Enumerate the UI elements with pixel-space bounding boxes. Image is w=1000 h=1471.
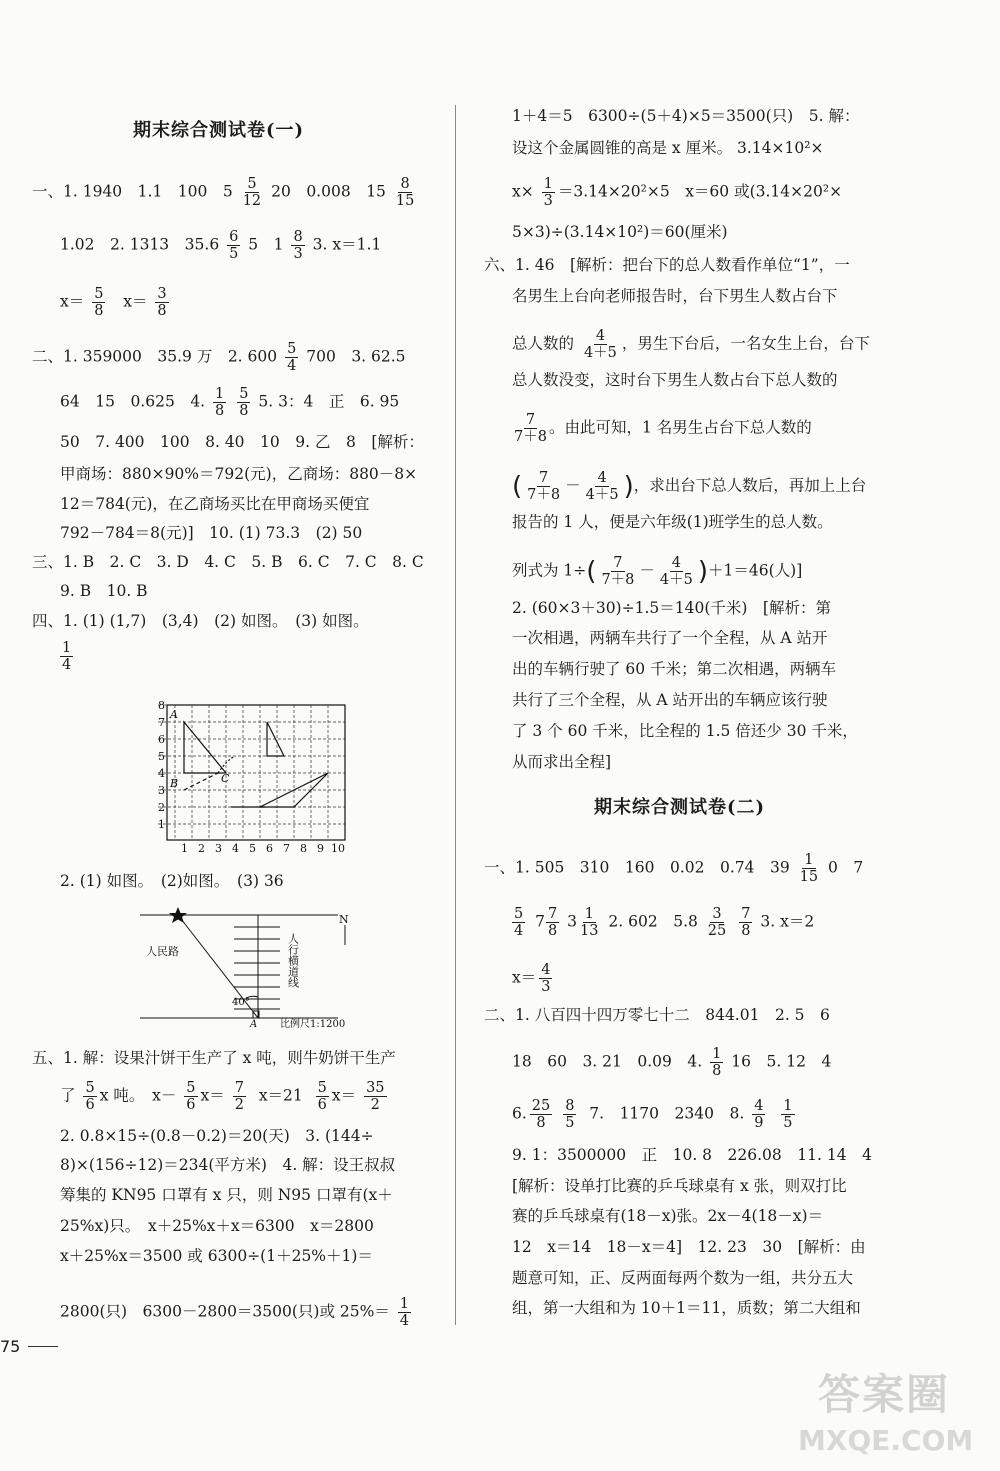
- text-line: 六、1. 46 [解析：把台下的总人数看作单位“1”，一: [484, 256, 850, 274]
- text-line: 12 x＝14 18－x＝4] 12. 23 30 [解析：由: [512, 1238, 866, 1256]
- fraction: $\frac{3}{25}$: [707, 906, 727, 939]
- text-line: $\frac{5}{4}$ 7 $\frac{7}{8}$ 3 $\frac{1}{13}$ 2. 602 5.8 $\frac{3}{25}$ $\frac{7}{8}$ 3. x＝2: [514, 906, 815, 939]
- page-number: 75: [0, 1337, 21, 1356]
- text-line: 2800(只) 6300－2800＝3500(只)或 25%＝ $\frac{1}{4}$: [60, 1296, 410, 1329]
- svg-text:6: 6: [266, 842, 273, 855]
- svg-text:10: 10: [331, 842, 345, 855]
- fraction: $\frac{5}{12}$: [242, 176, 262, 209]
- text-line: 报告的 1 人，便是六年级(1)班学生的总人数。: [512, 513, 833, 531]
- section-title-1: 期末综合测试卷(一): [133, 120, 305, 141]
- x-axis-labels: [181, 842, 345, 855]
- fraction: $\frac{5}{4}$: [514, 906, 524, 939]
- text-line: 组，第一大组和为 10＋1＝11，质数；第二大组和: [512, 1299, 861, 1317]
- text-line: 12＝784(元)，在乙商场买比在甲商场买便宜: [60, 495, 370, 513]
- text-line: 四、1. (1) (1,7) (3,4) (2) 如图。 (3) 如图。: [32, 612, 369, 630]
- fraction: $\frac{1}{8}$: [215, 386, 225, 419]
- point-B-label: B: [170, 777, 179, 790]
- text-line: 2. (60×3＋30)÷1.5＝140(千米) [解析：第: [512, 599, 831, 617]
- text-line: x＋25%x＝3500 或 6300÷(1＋25%＋1)＝: [60, 1247, 373, 1265]
- text-line: 5×3)÷(3.14×10²)＝60(厘米): [512, 223, 728, 241]
- column-divider: [455, 105, 456, 1325]
- text-line: 五、1. 解：设果汁饼干生产了 x 吨，则牛奶饼干生产: [32, 1049, 396, 1067]
- text-line: 二、1. 359000 35.9 万 2. 600 $\frac{5}{4}$ 700 3. 62.5: [32, 341, 406, 374]
- text-line: 筹集的 KN95 口罩有 x 只，则 N95 口罩有(x＋: [60, 1186, 393, 1204]
- svg-text:1: 1: [181, 842, 188, 855]
- text-line: 赛的乒乓球桌有(18－x)张。2x－4(18－x)＝: [512, 1207, 824, 1225]
- svg-text:2: 2: [198, 842, 205, 855]
- text-line: 出的车辆行驶了 60 千米；第二次相遇，两辆车: [512, 660, 837, 678]
- text-line: 9. 1：3500000 正 10. 8 226.08 11. 14 4: [512, 1146, 872, 1164]
- text-line: 8)×(156÷12)＝234(平方米) 4. 解：设王叔叔: [60, 1156, 396, 1174]
- fraction: $\frac{7}{7+8}$: [527, 470, 561, 503]
- text-line: 设这个金属圆锥的高是 x 厘米。 3.14×10²×: [512, 139, 824, 157]
- text-line: 一、1. 1940 1.1 100 5 $\frac{5}{12}$ 20 0.008 15 $\frac{8}{15}$: [32, 176, 415, 209]
- coordinate-grid-figure: [155, 700, 355, 855]
- fraction: $\frac{5}{6}$: [317, 1080, 327, 1113]
- text-line: ( $\frac{7}{7+8}$ － $\frac{4}{4+5}$ )，求出台下总人数后，再加上上台: [512, 470, 867, 503]
- text-line: x＝ $\frac{4}{3}$: [512, 962, 551, 995]
- north-label: N: [339, 913, 349, 926]
- text-line: 18 60 3. 21 0.09 4. $\frac{1}{8}$ 16 5. 12 4: [512, 1046, 832, 1079]
- text-line: 题意可知，正、反两面每两个数为一组，共分五大: [512, 1269, 854, 1287]
- fraction: $\frac{7}{8}$: [547, 906, 558, 939]
- fraction: $\frac{1}{4}$: [399, 1296, 410, 1329]
- fraction: $\frac{5}{6}$: [186, 1080, 196, 1113]
- scale-label: 比例尺1:1200: [280, 1019, 346, 1028]
- fraction: $\frac{5}{8}$: [239, 386, 249, 419]
- text-line: 名男生上台向老师报告时，台下男生人数占台下: [512, 287, 838, 305]
- fraction: $\frac{4}{4+5}$: [583, 328, 617, 361]
- text-line: [60, 640, 73, 673]
- fraction: $\frac{8}{15}$: [395, 176, 415, 209]
- text-line: x× $\frac{1}{3}$ ＝3.14×20²×5 x＝60 或(3.14×20²×: [512, 176, 843, 209]
- watermark-logo: 答案圈 MXQE.COM: [798, 1370, 974, 1457]
- figure-shapes: [184, 722, 328, 807]
- fraction: $\frac{1}{8}$: [712, 1046, 722, 1079]
- fraction: $\frac{4}{9}$: [754, 1098, 764, 1131]
- fraction: $\frac{8}{3}$: [293, 229, 303, 262]
- point-A-label: A: [170, 708, 178, 721]
- svg-text:5: 5: [158, 750, 165, 763]
- text-line: 三、1. B 2. C 3. D 4. C 5. B 6. C 7. C 8. C: [32, 553, 424, 571]
- text-line: $\frac{7}{7+8}$ 。由此可知，1 名男生占台下总人数的: [514, 412, 812, 445]
- page-number-dash: [28, 1346, 58, 1347]
- text-line: 50 7. 400 100 8. 40 10 9. 乙 8 [解析：: [60, 433, 424, 451]
- text-line: [解析：设单打比赛的乒乓球桌有 x 张，则双打比: [512, 1177, 847, 1195]
- svg-text:8: 8: [158, 700, 165, 712]
- fraction: $\frac{7}{7+8}$: [601, 555, 635, 588]
- text-line: 1＋4＝5 6300÷(5＋4)×5＝3500(只) 5. 解：: [512, 107, 860, 125]
- text-line: 792－784＝8(元)] 10. (1) 73.3 (2) 50: [60, 524, 363, 542]
- text-line: 从而求出全程]: [512, 753, 612, 771]
- fraction: $\frac{3}{8}$: [157, 286, 167, 319]
- point-C-label: C: [221, 772, 230, 785]
- text-line: x＝ $\frac{5}{8}$ x＝ $\frac{3}{8}$: [60, 286, 167, 319]
- angle-label: 40°: [232, 997, 250, 1008]
- svg-text:9: 9: [317, 842, 324, 855]
- text-line: 二、1. 八百四十四万零七十二 844.01 2. 5 6: [484, 1006, 830, 1024]
- fraction: $\frac{25}{8}$: [531, 1098, 551, 1131]
- svg-text:7: 7: [283, 842, 290, 855]
- svg-text:1: 1: [158, 818, 165, 831]
- text-line: 了 3 个 60 千米，比全程的 1.5 倍还少 30 千米，: [512, 722, 858, 740]
- text-line: 2. 0.8×15÷(0.8－0.2)＝20(天) 3. (144÷: [60, 1127, 374, 1145]
- road-label: 人民路: [146, 945, 179, 958]
- fraction: $\frac{7}{2}$: [234, 1080, 244, 1113]
- crossing-label: 人行横道线: [286, 933, 300, 988]
- text-line: 9. B 10. B: [60, 582, 148, 600]
- fraction: $\frac{5}{8}$: [94, 286, 104, 319]
- text-line: 总人数没变，这时台下男生人数占台下总人数的: [512, 371, 838, 389]
- fraction: $\frac{6}{5}$: [229, 229, 239, 262]
- text-line: 共行了三个全程，从 A 站开出的车辆应该行驶: [512, 691, 828, 709]
- section-title-2: 期末综合测试卷(二): [594, 797, 766, 818]
- svg-text:3: 3: [158, 784, 165, 797]
- point-A-label: A: [250, 1019, 258, 1028]
- text-line: 甲商场：880×90%＝792(元)，乙商场：880－8×: [60, 465, 418, 483]
- fraction: $\frac{7}{8}$: [741, 906, 751, 939]
- text-line: 6. $\frac{25}{8}$ $\frac{8}{5}$ 7. 1170 2340 8. $\frac{4}{9}$ $\frac{1}{5}$: [512, 1098, 793, 1131]
- fraction: $\frac{1}{15}$: [799, 852, 819, 885]
- svg-text:4: 4: [232, 842, 239, 855]
- fraction: $\frac{4}{4+5}$: [659, 555, 693, 588]
- text-line: 1.02 2. 1313 35.6 $\frac{6}{5}$ 5 1 $\frac{8}{3}$ 3. x＝1.1: [60, 229, 382, 262]
- svg-text:8: 8: [300, 842, 307, 855]
- text-line: 64 15 0.625 4. $\frac{1}{8}$ $\frac{5}{8}$ 5. 3：4 正 6. 95: [60, 386, 400, 419]
- fraction: $\frac{1}{3}$: [543, 176, 553, 209]
- text-line: 2. (1) 如图。 (2)如图。 (3) 36: [60, 872, 284, 890]
- fraction: $\frac{1}{5}$: [783, 1098, 793, 1131]
- fraction: $\frac{1}{13}$: [580, 906, 599, 939]
- svg-text:2: 2: [158, 801, 165, 814]
- text-line: 总人数的 $\frac{4}{4+5}$ ，男生下台后，一名女生上台，台下: [512, 328, 870, 361]
- text-line: 一次相遇，两辆车共行了一个全程，从 A 站开: [512, 629, 828, 647]
- fraction: $\frac{4}{4+5}$: [585, 470, 619, 503]
- svg-text:7: 7: [158, 716, 165, 729]
- svg-text:6: 6: [158, 733, 165, 746]
- text-line: 列式为 1÷( $\frac{7}{7+8}$ － $\frac{4}{4+5}$ )＋1＝46(人)]: [512, 555, 803, 588]
- y-axis-labels: [158, 700, 165, 831]
- text-line: 一、1. 505 310 160 0.02 0.74 39 $\frac{1}{15}$ 0 7: [484, 852, 864, 885]
- star-icon: [169, 907, 187, 923]
- svg-text:3: 3: [215, 842, 222, 855]
- svg-text:4: 4: [158, 767, 165, 780]
- fraction: $\frac{1}{4}$: [62, 640, 72, 673]
- fraction: $\frac{8}{5}$: [565, 1098, 575, 1131]
- road-crossing-diagram: [138, 903, 368, 1028]
- text-line: 25%x)只。 x＋25%x＋x＝6300 x＝2800: [60, 1217, 374, 1235]
- fraction: $\frac{5}{4}$: [287, 341, 297, 374]
- fraction: $\frac{4}{3}$: [541, 962, 551, 995]
- fraction: $\frac{35}{2}$: [366, 1080, 385, 1113]
- fraction: $\frac{5}{6}$: [85, 1080, 95, 1113]
- text-line: 了 $\frac{5}{6}$ x 吨。 x－ $\frac{5}{6}$ x＝ $\frac{7}{2}$ x＝21 $\frac{5}{6}$ x＝ $\frac{35}{2}$: [60, 1080, 385, 1113]
- svg-text:5: 5: [249, 842, 256, 855]
- fraction: $\frac{7}{7+8}$: [514, 412, 547, 445]
